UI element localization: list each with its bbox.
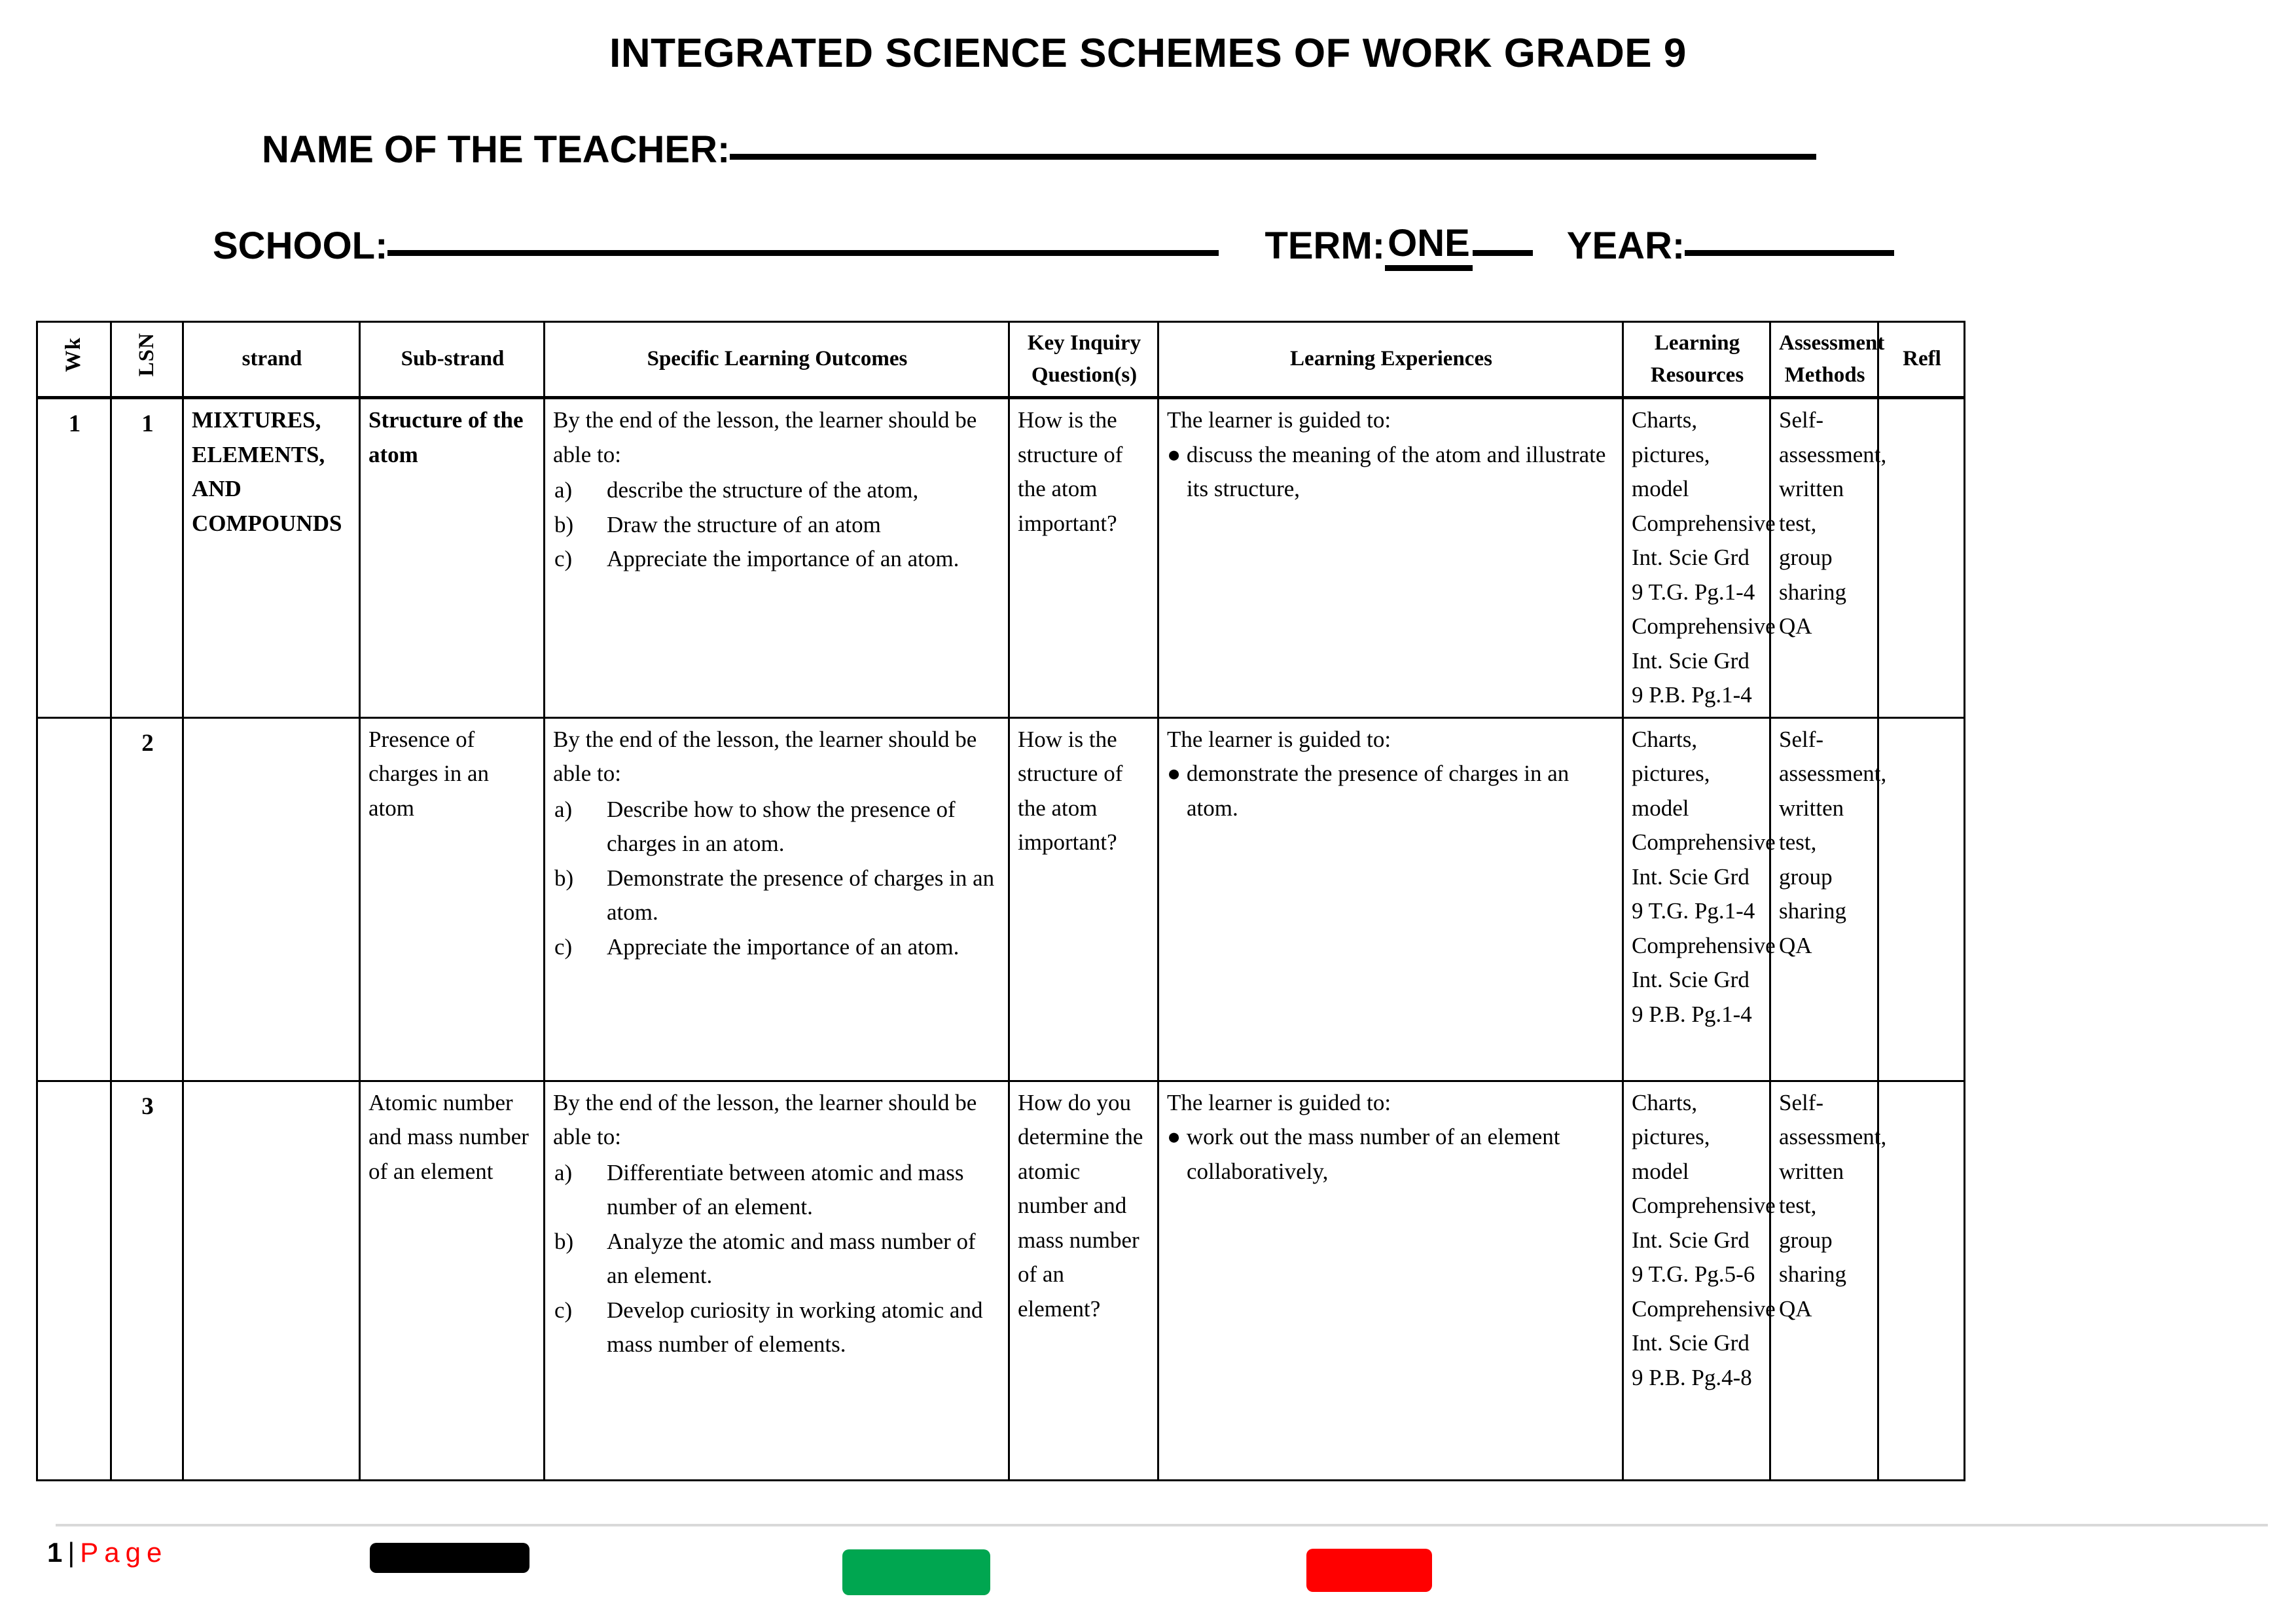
cell-assessment-methods: Self-assessment, written test, group sharing QA — [1770, 717, 1878, 1081]
resource-line: Charts, pictures, model — [1632, 726, 1710, 821]
assessment-line-1: Assessment — [1779, 331, 1885, 355]
bullet-icon: ● — [1167, 1124, 1181, 1149]
outcome-text: Differentiate between atomic and mass number of an element. — [607, 1159, 964, 1219]
column-header-assessment-methods — [1770, 322, 1885, 398]
year-value-blank[interactable] — [1685, 250, 1894, 256]
school-value-blank[interactable] — [387, 250, 1219, 256]
resource-line: Comprehensive Int. Scie Grd 9 P.B. Pg.1-4 — [1632, 932, 1776, 1027]
bullet-icon: ● — [1167, 761, 1181, 786]
outcome-text: Appreciate the importance of an atom. — [607, 933, 960, 960]
column-header-wk: Wk — [37, 322, 111, 398]
column-header-learning-experiences: Learning Experiences — [1158, 322, 1623, 398]
table-body — [37, 398, 1965, 1481]
experience-bullet — [1167, 1120, 1615, 1189]
resource-line: Comprehensive Int. Scie Grd 9 T.G. Pg.1-4 — [1632, 829, 1776, 924]
cell-learning-experiences — [1158, 398, 1623, 718]
outcome-marker: a) — [554, 1159, 573, 1185]
school-label: SCHOOL: — [213, 225, 388, 267]
outcome-item — [553, 508, 1001, 543]
key-inquiry-line-1: Key Inquiry — [1027, 331, 1141, 355]
table-header-row — [37, 322, 1965, 398]
year-label: YEAR: — [1566, 225, 1685, 267]
footer-page-indicator — [47, 1537, 168, 1568]
outcomes-lead-in: By the end of the lesson, the learner should be able to: — [553, 407, 977, 467]
school-term-year-row — [0, 171, 2296, 274]
resource-line: Comprehensive Int. Scie Grd 9 P.B. Pg.4-8 — [1632, 1295, 1776, 1390]
cell-strand: MIXTURES, ELEMENTS, AND COMPOUNDS — [183, 398, 360, 718]
cell-assessment-methods: Self-assessment, written test, group sharing QA — [1770, 1081, 1878, 1480]
column-header-strand: strand — [183, 322, 360, 398]
cell-strand — [183, 717, 360, 1081]
outcome-marker: c) — [554, 1297, 573, 1323]
cell-learning-resources — [1623, 1081, 1776, 1480]
experience-bullet — [1167, 757, 1615, 825]
cell-specific-learning-outcomes — [545, 1081, 1009, 1480]
outcome-item — [553, 861, 1001, 930]
outcome-item — [553, 1225, 1001, 1293]
cell-wk: 1 — [37, 398, 111, 718]
column-header-specific-learning-outcomes: Specific Learning Outcomes — [545, 322, 1009, 398]
black-swatch — [370, 1543, 529, 1573]
outcome-marker: b) — [554, 1228, 574, 1254]
outcome-text: describe the structure of the atom, — [607, 477, 919, 503]
table-row — [37, 717, 1965, 1081]
term-value[interactable]: ONE — [1385, 221, 1473, 271]
outcome-marker: a) — [554, 477, 573, 503]
experiences-lead-in: The learner is guided to: — [1167, 407, 1391, 433]
outcome-marker: b) — [554, 865, 574, 891]
cell-refl[interactable] — [1878, 1081, 1965, 1480]
cell-key-inquiry: How is the structure of the atom important? — [1009, 717, 1158, 1081]
outcome-item — [553, 1293, 1001, 1362]
cell-lsn: 2 — [111, 717, 183, 1081]
resource-line: Charts, pictures, model — [1632, 407, 1710, 501]
column-header-key-inquiry-questions — [1009, 322, 1158, 398]
resource-line: Comprehensive Int. Scie Grd 9 T.G. Pg.1-4 — [1632, 510, 1776, 605]
outcome-text: Analyze the atomic and mass number of an element. — [607, 1228, 976, 1288]
cell-assessment-methods: Self-assessment, written test, group sharing QA — [1770, 398, 1878, 718]
table-row — [37, 1081, 1965, 1480]
outcome-marker: c) — [554, 933, 573, 960]
cell-specific-learning-outcomes — [545, 398, 1009, 718]
cell-sub-strand: Presence of charges in an atom — [360, 717, 545, 1081]
assessment-line-2: Methods — [1784, 363, 1865, 387]
outcomes-lead-in: By the end of the lesson, the learner should be able to: — [553, 1089, 977, 1149]
experiences-lead-in: The learner is guided to: — [1167, 1089, 1391, 1115]
cell-refl[interactable] — [1878, 717, 1965, 1081]
cell-wk — [37, 1081, 111, 1480]
cell-key-inquiry: How do you determine the atomic number and mass number of an element? — [1009, 1081, 1158, 1480]
outcome-text: Draw the structure of an atom — [607, 511, 881, 537]
outcomes-list — [553, 793, 1001, 965]
cell-lsn: 1 — [111, 398, 183, 718]
term-label: TERM: — [1265, 225, 1386, 267]
resource-line: Comprehensive Int. Scie Grd 9 T.G. Pg.5-6 — [1632, 1193, 1776, 1287]
key-inquiry-line-2: Question(s) — [1031, 363, 1138, 387]
cell-learning-experiences — [1158, 717, 1623, 1081]
outcome-marker: b) — [554, 511, 574, 537]
column-header-sub-strand: Sub-strand — [360, 322, 545, 398]
experience-text: demonstrate the presence of charges in an atom. — [1186, 761, 1570, 821]
experiences-lead-in: The learner is guided to: — [1167, 726, 1391, 752]
page-title: INTEGRATED SCIENCE SCHEMES OF WORK GRADE 9 — [609, 31, 1687, 76]
outcome-marker: a) — [554, 796, 573, 822]
experience-text: discuss the meaning of the atom and illustrate its structure, — [1186, 441, 1606, 501]
outcome-text: Describe how to show the presence of charges in an atom. — [607, 796, 956, 856]
outcome-text: Develop curiosity in working atomic and mass number of elements. — [607, 1297, 983, 1357]
outcomes-list — [553, 473, 1001, 577]
teacher-value-blank[interactable] — [730, 154, 1816, 160]
cell-key-inquiry: How is the structure of the atom important? — [1009, 398, 1158, 718]
green-swatch — [842, 1549, 990, 1595]
cell-strand — [183, 1081, 360, 1480]
outcome-text: Demonstrate the presence of charges in an atom. — [607, 865, 995, 925]
cell-sub-strand: Atomic number and mass number of an element — [360, 1081, 545, 1480]
footer-page-word: Page — [80, 1537, 168, 1568]
footer-divider — [56, 1524, 2268, 1526]
experience-text: work out the mass number of an element collaboratively, — [1186, 1124, 1560, 1184]
outcome-item — [553, 542, 1001, 577]
resource-line: Comprehensive Int. Scie Grd 9 P.B. Pg.1-4 — [1632, 613, 1776, 708]
teacher-label: NAME OF THE TEACHER: — [262, 128, 730, 171]
column-header-refl: Refl — [1878, 322, 1965, 398]
cell-lsn: 3 — [111, 1081, 183, 1480]
footer-page-number: 1 — [47, 1537, 63, 1568]
outcome-item — [553, 473, 1001, 508]
column-header-lsn: LSN — [111, 322, 183, 398]
cell-specific-learning-outcomes — [545, 717, 1009, 1081]
cell-refl[interactable] — [1878, 398, 1965, 718]
outcome-item — [553, 1156, 1001, 1225]
cell-learning-resources — [1623, 717, 1776, 1081]
cell-learning-resources — [1623, 398, 1776, 718]
outcome-item — [553, 793, 1001, 861]
outcome-marker: c) — [554, 546, 573, 571]
outcome-text: Appreciate the importance of an atom. — [607, 546, 960, 571]
red-swatch — [1306, 1549, 1432, 1592]
experience-bullet — [1167, 438, 1615, 507]
cell-wk — [37, 717, 111, 1081]
outcomes-list — [553, 1156, 1001, 1362]
cell-learning-experiences — [1158, 1081, 1623, 1480]
cell-sub-strand: Structure of the atom — [360, 398, 545, 718]
teacher-field-row — [0, 77, 2296, 171]
table-row — [37, 398, 1965, 718]
outcome-item — [553, 930, 1001, 965]
schemes-of-work-table — [36, 321, 1965, 1481]
term-value-blank[interactable] — [1473, 250, 1533, 256]
bullet-icon: ● — [1167, 441, 1181, 467]
column-header-learning-resources: Learning Resources — [1623, 322, 1770, 398]
resource-line: Charts, pictures, model — [1632, 1089, 1710, 1184]
footer-separator: | — [67, 1537, 75, 1568]
outcomes-lead-in: By the end of the lesson, the learner should be able to: — [553, 726, 977, 786]
